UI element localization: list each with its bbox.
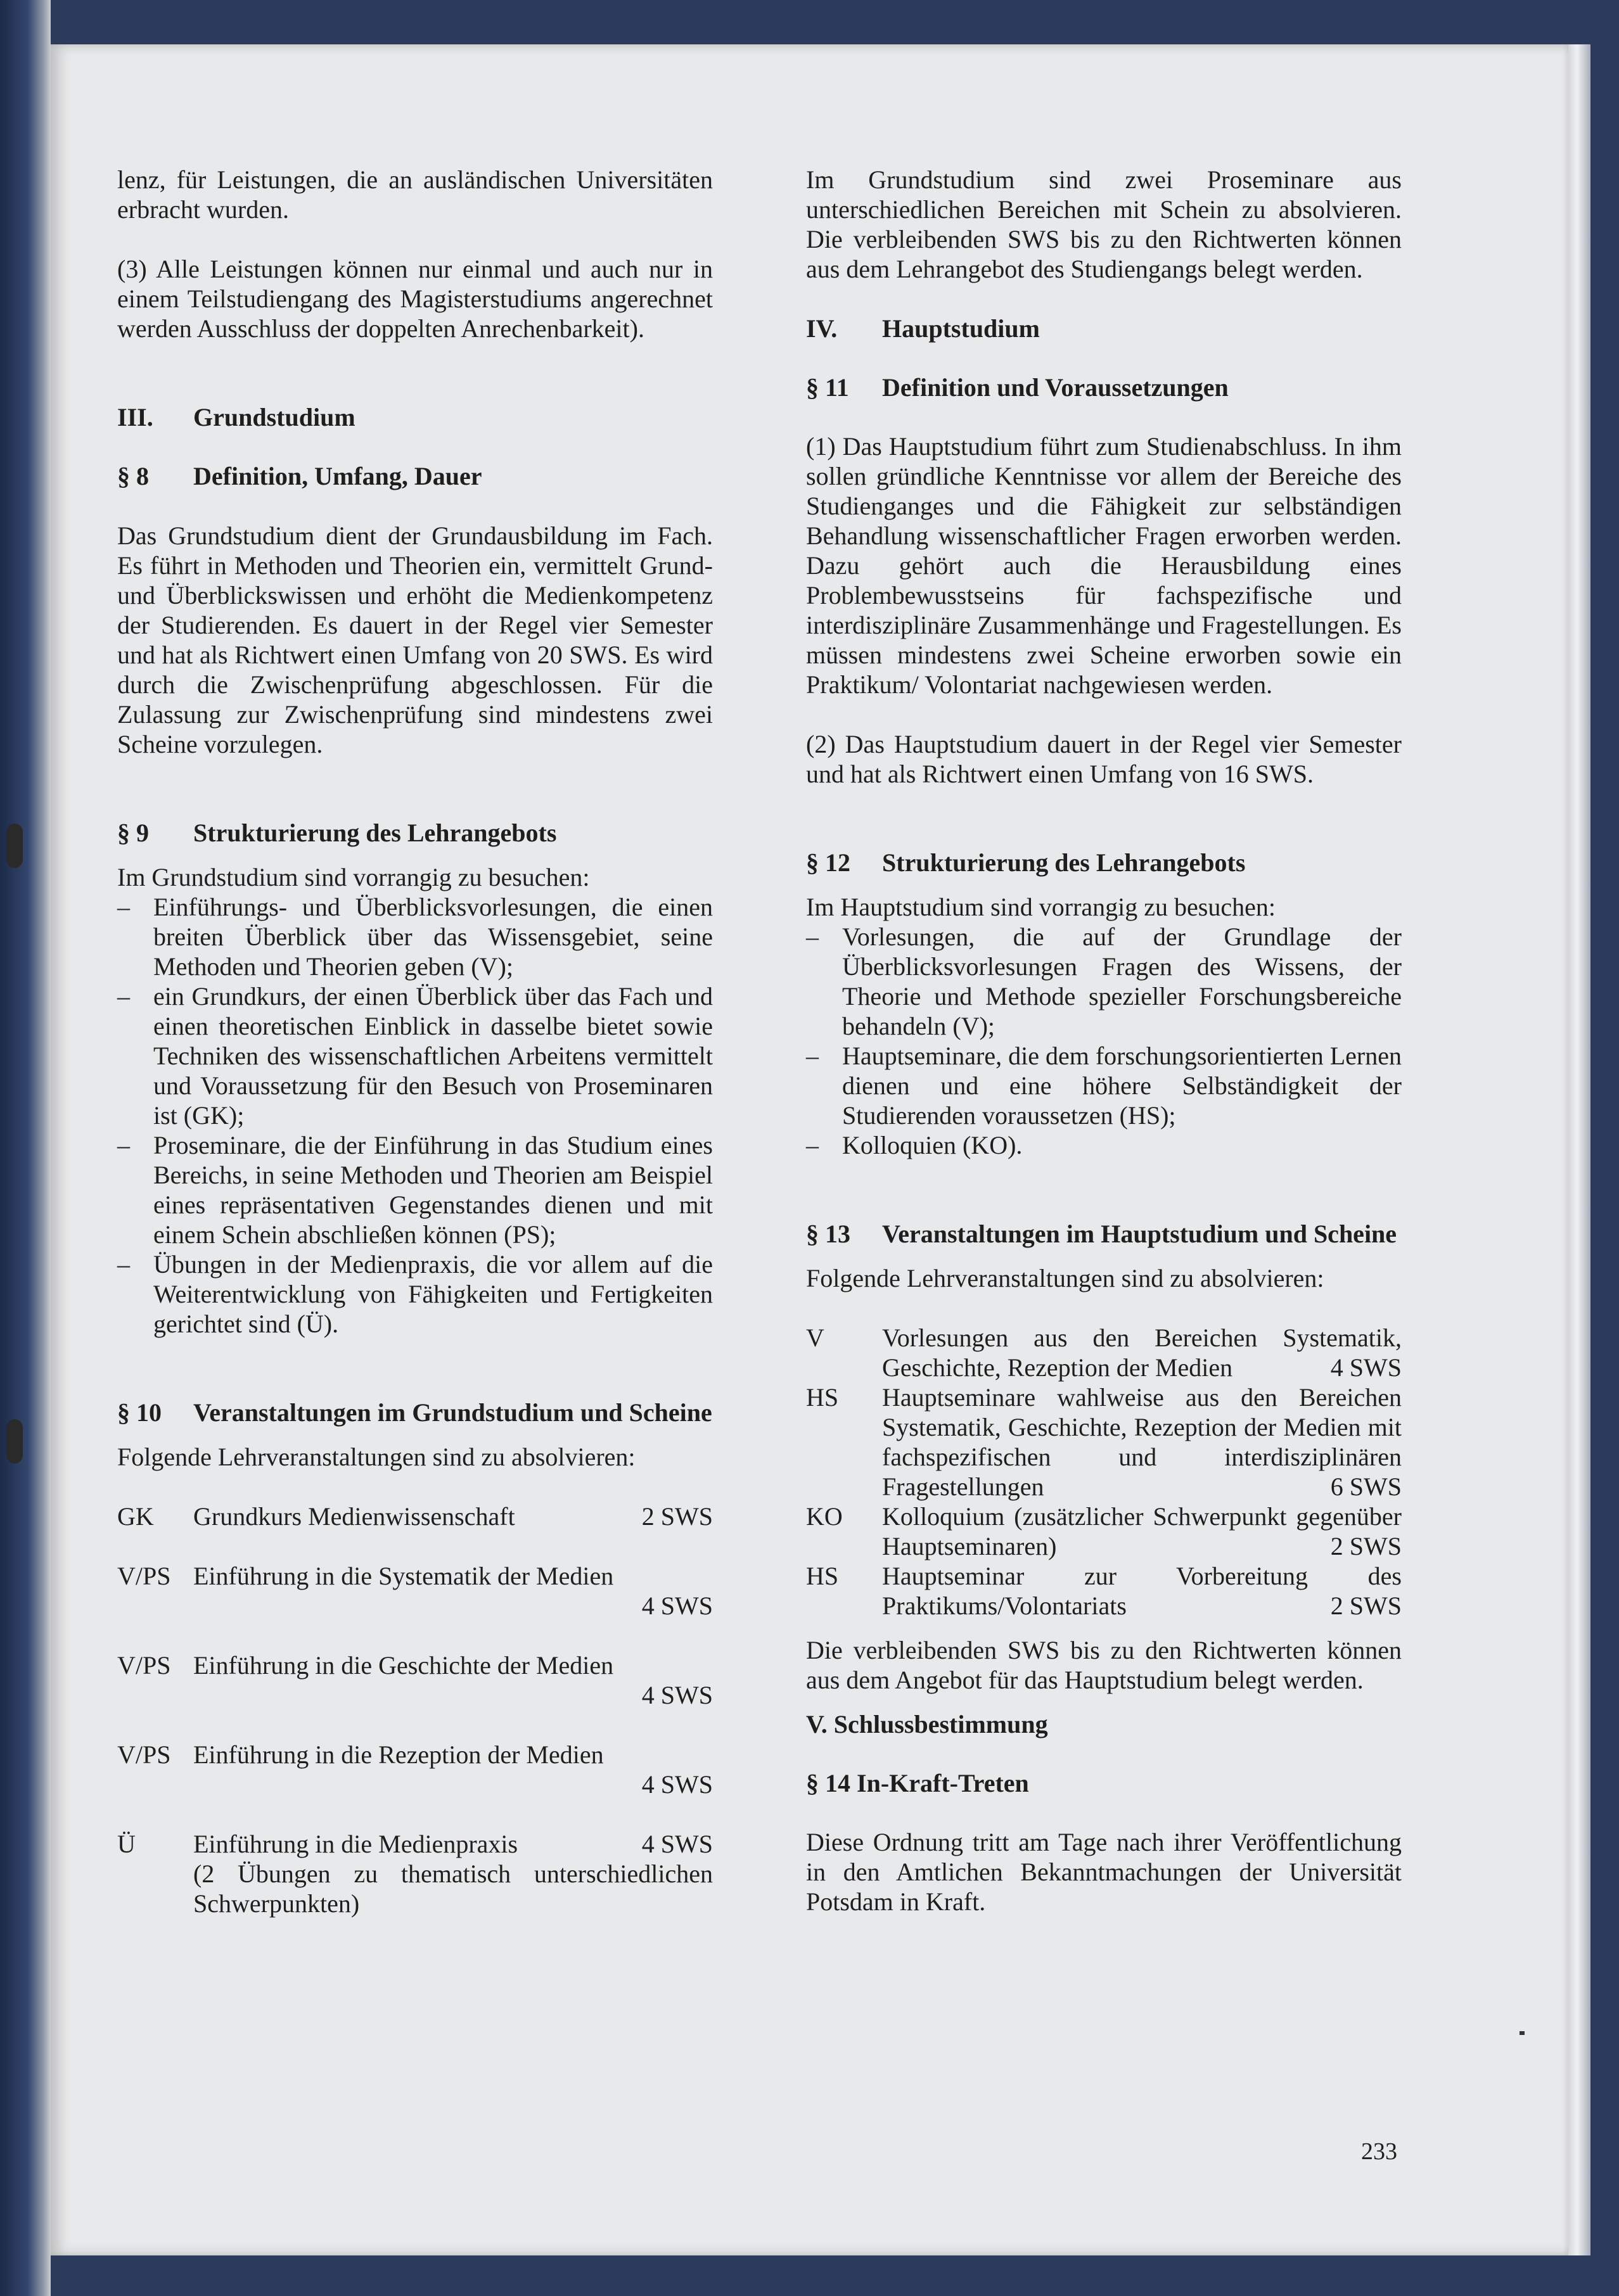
paragraph-11-part1: (1) Das Hauptstudium führt zum Studienabschluss. In ihm sollen gründliche Kenntnisse vor allem der Bereiche des Studienganges und die Fähigkeit zur selbständigen Behandlung wissenschaftlicher Fragen erworben werden. Dazu gehört auch die Herausbildung eines Problembewusstseins für fachspezifische und interdisziplinäre Zusammenhänge und Fragestellungen. Es müssen mindestens zwei Scheine erworben sowie ein Praktikum/ Volontariat nachgewiesen werden. (806, 432, 1402, 699)
paragraph-heading-14: § 14 In-Kraft-Treten (806, 1769, 1029, 1797)
course-abbr: V/PS (117, 1562, 171, 1590)
course-row (806, 1502, 1402, 1561)
course-title (882, 1561, 1402, 1621)
paragraph-number: § 13 (806, 1220, 850, 1248)
paragraph-13-intro: Folgende Lehrveranstaltungen sind zu absolvieren: (806, 1264, 1324, 1292)
course-title (193, 1561, 713, 1621)
course-abbr: KO (806, 1502, 843, 1531)
course-title-text: Einführung in die Geschichte der Medien (193, 1651, 614, 1680)
course-title-text: Hauptseminar zur Vorbereitung des Praktikums/Volontariats (882, 1562, 1402, 1620)
course-sws: 2 SWS (1330, 1532, 1402, 1560)
course-title (882, 1382, 1402, 1502)
course-title (193, 1740, 713, 1799)
page-stack-edge (1568, 44, 1590, 2255)
section-number: IV. (806, 314, 838, 343)
section-number: III. (117, 403, 153, 431)
paragraph-heading-10 (117, 1398, 713, 1427)
intro-text: Im Grundstudium sind zwei Proseminare aus unterschiedlichen Bereichen mit Schein zu absolvieren. Die verbleibenden SWS bis zu den Richtwerten können aus dem Lehrangebot des Studiengangs belegt werden. (806, 165, 1402, 283)
list-item: – Einführungs- und Überblicksvorlesungen, die einen breiten Überblick über das Wissensgebiet, seine Methoden und Theorien geben (V); (117, 892, 713, 981)
course-sws: 4 SWS (641, 1830, 713, 1858)
paragraph-number: § 12 (806, 848, 850, 877)
paragraph-title: Veranstaltungen im Hauptstudium und Scheine (882, 1220, 1397, 1248)
paragraph-8-text: Das Grundstudium dient der Grundausbildung im Fach. Es führt in Methoden und Theorien ein, vermittelt Grund- und Überblickswissen und erhöht die Medienkompetenz der Studierenden. Es dauert in der Regel vier Semester und hat als Richtwert einen Umfang von 20 SWS. Es wird durch die Zwischenprüfung abgeschlossen. Für die Zulassung zur Zwischenprüfung sind mindestens zwei Scheine vorzulegen. (117, 521, 713, 758)
course-abbr: HS (806, 1562, 839, 1590)
paragraph-title: Strukturierung des Lehrangebots (193, 819, 557, 847)
paragraph-3: (3) Alle Leistungen können nur einmal und auch nur in einem Teilstudiengang des Magisterstudiums angerechnet werden Ausschluss der doppelten Anrechenbarkeit). (117, 255, 713, 343)
course-row (117, 1829, 713, 1918)
course-title-text: Einführung in die Systematik der Medien (193, 1562, 614, 1590)
course-row (806, 1323, 1402, 1382)
course-sws: 2 SWS (641, 1502, 713, 1531)
paragraph-14-text: Diese Ordnung tritt am Tage nach ihrer Veröffentlichung in den Amtlichen Bekanntmachungen der Universität Potsdam in Kraft. (806, 1828, 1402, 1916)
paragraph-title: Strukturierung des Lehrangebots (882, 848, 1246, 877)
left-column (117, 165, 713, 1918)
course-sws: 4 SWS (641, 1681, 713, 1709)
paragraph-10-intro: Folgende Lehrveranstaltungen sind zu absolvieren: (117, 1443, 636, 1471)
section-heading (806, 314, 1402, 343)
course-row (806, 1561, 1402, 1621)
course-title-text: Vorlesungen aus den Bereichen Systematik, Geschichte, Rezeption der Medien (882, 1323, 1402, 1382)
ink-mark (1520, 2031, 1525, 2035)
course-abbr: Ü (117, 1830, 136, 1858)
page-number: 233 (1361, 2138, 1397, 2165)
paragraph-11-part2: (2) Das Hauptstudium dauert in der Regel vier Semester und hat als Richtwert einen Umfang von 16 SWS. (806, 730, 1402, 788)
list-item: – Proseminare, die der Einführung in das Studium eines Bereichs, in seine Methoden und Theorien am Beispiel eines repräsentativen Gegenstandes dienen und mit einem Schein abschließen können (PS); (117, 1130, 713, 1249)
course-row (117, 1561, 713, 1621)
section-title: Grundstudium (193, 403, 355, 431)
course-row (117, 1650, 713, 1710)
course-note: (2 Übungen zu thematisch unterschiedlichen Schwerpunkten) (193, 1859, 713, 1918)
binder-ring-upper (6, 824, 23, 868)
course-sws: 6 SWS (1330, 1472, 1402, 1501)
paragraph-number: § 9 (117, 819, 149, 847)
paragraph-9-list (117, 892, 713, 1339)
course-abbr: V/PS (117, 1651, 171, 1680)
course-row (806, 1382, 1402, 1502)
course-title (193, 1650, 713, 1710)
course-abbr: V (806, 1323, 824, 1352)
course-abbr: HS (806, 1383, 839, 1412)
course-title-text: Grundkurs Medienwissenschaft (193, 1502, 515, 1531)
list-item: – ein Grundkurs, der einen Überblick über das Fach und einen theoretischen Einblick in dasselbe bietet sowie Techniken des wissenschaftlichen Arbeitens vermittelt und Voraussetzung für den Besuch von Proseminaren ist (GK); (117, 981, 713, 1130)
binder-edge (0, 0, 51, 2296)
paragraph-number: § 10 (117, 1398, 162, 1427)
binder-ring-lower (6, 1419, 23, 1464)
paragraph-heading-9 (117, 818, 713, 848)
paragraph-title: Veranstaltungen im Grundstudium und Scheine (193, 1398, 712, 1427)
course-abbr: GK (117, 1502, 154, 1531)
course-row (117, 1502, 713, 1531)
course-title-text: Einführung in die Medienpraxis (193, 1830, 518, 1858)
section-title: Hauptstudium (882, 314, 1040, 343)
course-sws: 4 SWS (641, 1770, 713, 1799)
course-sws: 4 SWS (1330, 1353, 1402, 1382)
right-column (806, 165, 1402, 1917)
section-heading (117, 402, 713, 432)
paragraph-number: § 8 (117, 462, 149, 490)
paragraph-9-intro: Im Grundstudium sind vorrangig zu besuchen: (117, 863, 590, 891)
paragraph-heading-8 (117, 461, 713, 491)
paragraph-12-intro: Im Hauptstudium sind vorrangig zu besuchen: (806, 893, 1276, 921)
paragraph-13-outro: Die verbleibenden SWS bis zu den Richtwerten können aus dem Angebot für das Hauptstudium belegt werden. (806, 1636, 1402, 1694)
intro-text: lenz, für Leistungen, die an ausländischen Universitäten erbracht wurden. (117, 165, 713, 224)
course-title-text: Hauptseminare wahlweise aus den Bereichen Systematik, Geschichte, Rezeption der Medien mit fachspezifischen und interdisziplinären Fragestellungen (882, 1383, 1402, 1501)
list-item: – Kolloquien (KO). (806, 1130, 1402, 1160)
course-title-text: Kolloquium (zusätzlicher Schwerpunkt gegenüber Hauptseminaren) (882, 1502, 1402, 1560)
course-row (117, 1740, 713, 1799)
course-sws: 2 SWS (1330, 1591, 1402, 1620)
paragraph-title: Definition und Voraussetzungen (882, 373, 1229, 402)
paragraph-title: Definition, Umfang, Dauer (193, 462, 482, 490)
list-item: – Vorlesungen, die auf der Grundlage der Überblicksvorlesungen Fragen des Wissens, der Theorie und Methode spezieller Forschungsbereiche behandeln (V); (806, 922, 1402, 1041)
list-item: – Übungen in der Medienpraxis, die vor allem auf die Weiterentwicklung von Fähigkeiten und Fertigkeiten gerichtet sind (Ü). (117, 1249, 713, 1339)
course-title-text: Einführung in die Rezeption der Medien (193, 1740, 604, 1769)
section-heading: V. Schlussbestimmung (806, 1710, 1048, 1738)
paragraph-heading-12 (806, 848, 1402, 877)
paragraph-heading-13 (806, 1219, 1402, 1249)
list-item: – Hauptseminare, die dem forschungsorientierten Lernen dienen und eine höhere Selbständigkeit der Studierenden voraussetzen (HS); (806, 1041, 1402, 1130)
paragraph-number: § 11 (806, 373, 849, 402)
paragraph-12-list (806, 922, 1402, 1160)
course-title (193, 1502, 713, 1531)
course-abbr: V/PS (117, 1740, 171, 1769)
course-title (882, 1323, 1402, 1382)
course-title (193, 1829, 713, 1918)
course-sws: 4 SWS (641, 1591, 713, 1620)
course-title (882, 1502, 1402, 1561)
paragraph-heading-11 (806, 373, 1402, 402)
